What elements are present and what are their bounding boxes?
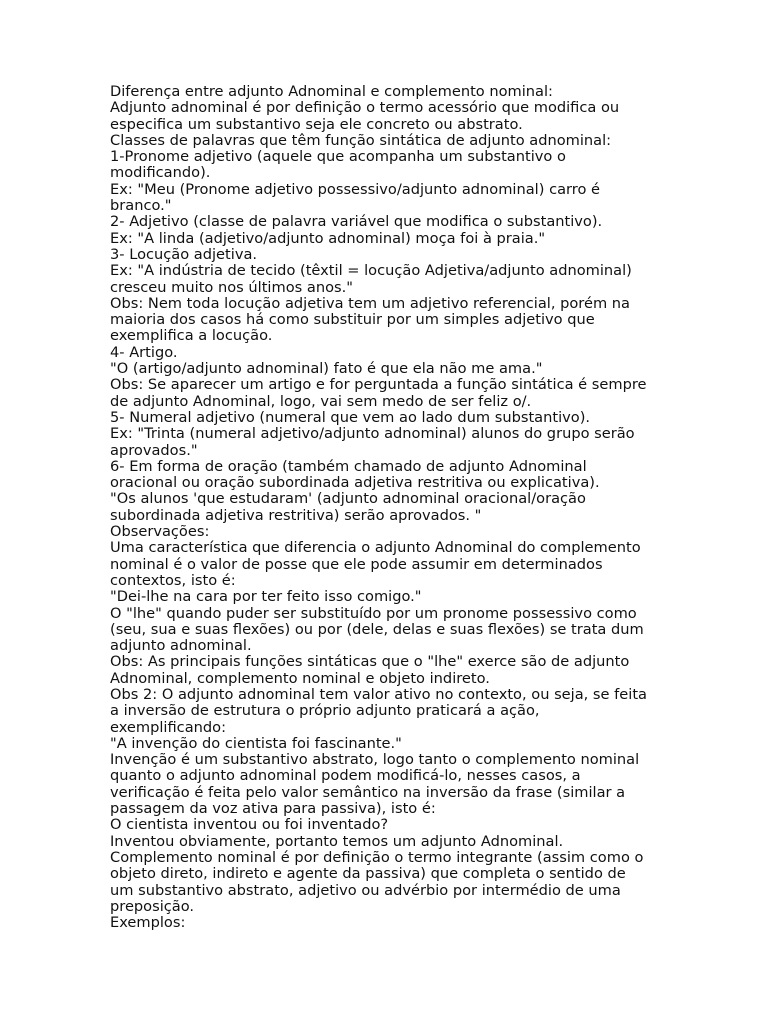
text-line: 1-Pronome adjetivo (aquele que acompanha um substantivo o <box>110 148 566 166</box>
text-line: branco." <box>110 197 172 215</box>
text-line: exemplificando: <box>110 718 226 736</box>
text-line: um substantivo abstrato, adjetivo ou advérbio por intermédio de uma <box>110 881 621 899</box>
text-line: aprovados." <box>110 441 198 459</box>
text-line: "Os alunos 'que estudaram' (adjunto adnominal oracional/oração <box>110 490 586 508</box>
text-line: Diferença entre adjunto Adnominal e complemento nominal: <box>110 83 553 100</box>
text-line: preposição. <box>110 897 195 915</box>
text-line: a inversão de estrutura o próprio adjunto praticará a ação, <box>110 702 540 720</box>
text-line: "O (artigo/adjunto adnominal) fato é que ela não me ama." <box>110 360 543 378</box>
text-line: Exemplos: <box>110 914 186 932</box>
text-line: contextos, isto é: <box>110 571 236 589</box>
text-line: Invenção é um substantivo abstrato, logo tanto o complemento nominal <box>110 751 640 769</box>
text-line: de adjunto Adnominal, logo, vai sem medo de ser feliz o/. <box>110 392 532 410</box>
text-line: 4- Artigo. <box>110 343 178 361</box>
document-body <box>110 84 670 931</box>
text-line: "Dei-lhe na cara por ter feito isso comigo." <box>110 588 422 606</box>
text-line: modificando). <box>110 164 211 182</box>
text-line: Adnominal, complemento nominal e objeto indireto. <box>110 669 490 687</box>
text-line: "A invenção do cientista foi fascinante." <box>110 734 402 752</box>
text-line: maioria dos casos há como substituir por um simples adjetivo que <box>110 311 595 329</box>
text-line: 3- Locução adjetiva. <box>110 245 258 263</box>
text-line: 2- Adjetivo (classe de palavra variável que modifica o substantivo). <box>110 213 603 231</box>
text-line: Obs 2: O adjunto adnominal tem valor ativo no contexto, ou seja, se feita <box>110 685 647 703</box>
text-line: (seu, sua e suas flexões) ou por (dele, delas e suas flexões) se trata dum <box>110 620 644 638</box>
text-line: Obs: Nem toda locução adjetiva tem um adjetivo referencial, porém na <box>110 294 630 312</box>
text-line: 5- Numeral adjetivo (numeral que vem ao lado dum substantivo). <box>110 408 591 426</box>
text-line: O cientista inventou ou foi inventado? <box>110 816 389 834</box>
text-line: subordinada adjetiva restritiva) serão aprovados. " <box>110 506 482 524</box>
text-line: O "lhe" quando puder ser substituído por um pronome possessivo como <box>110 604 637 622</box>
text-line: Adjunto adnominal é por definição o termo acessório que modifica ou <box>110 99 620 117</box>
text-line: exemplifica a locução. <box>110 327 273 345</box>
text-line: objeto direto, indireto e agente da passiva) que completa o sentido de <box>110 865 626 883</box>
text-line: Ex: "Meu (Pronome adjetivo possessivo/adjunto adnominal) carro é <box>110 180 601 198</box>
text-line: Complemento nominal é por definição o termo integrante (assim como o <box>110 848 644 866</box>
text-line: 6- Em forma de oração (também chamado de adjunto Adnominal <box>110 457 587 475</box>
text-line: Classes de palavras que têm função sintática de adjunto adnominal: <box>110 131 612 149</box>
text-line: quanto o adjunto adnominal podem modificá-lo, nesses casos, a <box>110 767 581 785</box>
text-line: Inventou obviamente, portanto temos um adjunto Adnominal. <box>110 832 564 850</box>
text-line: oracional ou oração subordinada adjetiva restritiva ou explicativa). <box>110 474 600 492</box>
text-line: passagem da voz ativa para passiva), isto é: <box>110 800 436 818</box>
text-line: nominal é o valor de posse que ele pode assumir em determinados <box>110 555 603 573</box>
text-line: Ex: "A indústria de tecido (têxtil = locução Adjetiva/adjunto adnominal) <box>110 262 632 280</box>
text-line: verificação é feita pelo valor semântico na inversão da frase (similar a <box>110 783 626 801</box>
text-line: Uma característica que diferencia o adjunto Adnominal do complemento <box>110 539 641 557</box>
text-line: Obs: Se aparecer um artigo e for perguntada a função sintática é sempre <box>110 376 647 394</box>
text-line: adjunto adnominal. <box>110 637 252 655</box>
text-line: especifica um substantivo seja ele concreto ou abstrato. <box>110 115 523 133</box>
text-line: Obs: As principais funções sintáticas que o "lhe" exerce são de adjunto <box>110 653 630 671</box>
text-line: cresceu muito nos últimos anos." <box>110 278 353 296</box>
text-line: Ex: "A linda (adjetivo/adjunto adnominal) moça foi à praia." <box>110 229 546 247</box>
text-line: Ex: "Trinta (numeral adjetivo/adjunto adnominal) alunos do grupo serão <box>110 425 635 443</box>
text-line: Observações: <box>110 523 210 541</box>
